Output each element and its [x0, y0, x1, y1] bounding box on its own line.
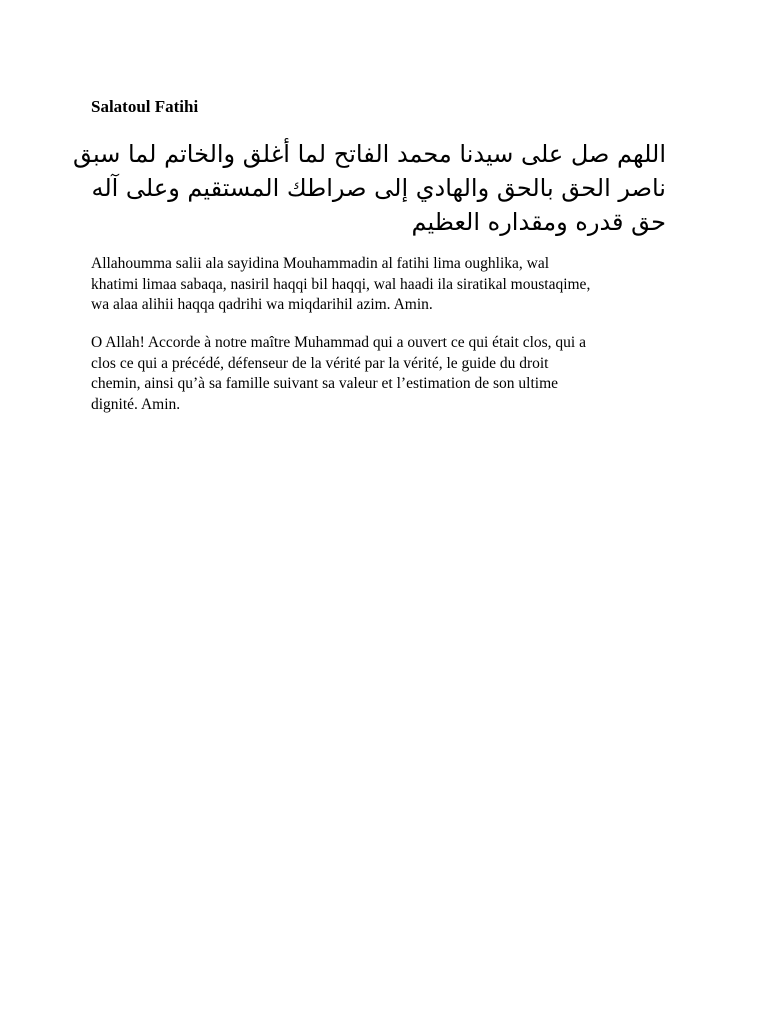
french-line: chemin, ainsi qu’à sa famille suivant sa valeur et l’estimation de son ultime: [91, 375, 559, 392]
transliteration-line: khatimi limaa sabaqa, nasiril haqqi bil haqqi, wal haadi ila siratikal moustaqime,: [91, 275, 591, 293]
document-title: Salatoul Fatihi: [91, 97, 199, 116]
transliteration-line: wa alaa alihii haqqa qadrihi wa miqdarihil azim. Amin.: [91, 296, 433, 313]
arabic-line: ناصر الحق بالحق والهادي إلى صراطك المستقيم وعلى آله: [91, 174, 666, 202]
french-line: dignité. Amin.: [91, 395, 181, 413]
french-translation-paragraph: [91, 333, 681, 415]
french-line: O Allah! Accorde à notre maître Muhammad qui a ouvert ce qui était clos, qui a: [91, 334, 586, 351]
french-line: clos ce qui a précédé, défenseur de la vérité par la vérité, le guide du droit: [91, 354, 549, 372]
arabic-prayer-text: [72, 137, 666, 239]
transliteration-line: Allahoumma salii ala sayidina Mouhammadin al fatihi lima oughlika, wal: [91, 255, 550, 272]
transliteration-paragraph: [91, 254, 681, 316]
arabic-line: حق قدره ومقداره العظيم: [411, 208, 666, 236]
arabic-line: اللهم صل على سيدنا محمد الفاتح لما أغلق والخاتم لما سبق: [72, 140, 666, 168]
